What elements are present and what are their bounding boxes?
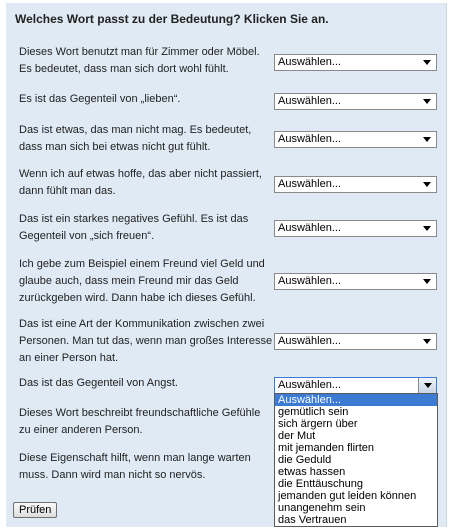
answer-select-2[interactable] — [274, 93, 437, 110]
answer-select-1[interactable] — [274, 54, 437, 71]
select-value: Auswählen... — [278, 275, 341, 287]
question-1-text: Dieses Wort benutzt man für Zimmer oder Möbel. Es bedeutet, dass man sich dort wohl fühlt. — [19, 46, 260, 75]
chevron-down-icon — [423, 226, 431, 231]
dropdown-option[interactable]: sich ärgern über — [278, 418, 358, 430]
select-value: Auswählen... — [278, 95, 341, 107]
answer-select-5[interactable] — [274, 220, 437, 237]
dropdown-option[interactable]: das Vertrauen — [278, 514, 347, 526]
question-7-text: Das ist eine Art der Kommunikation zwischen zwei Personen. Man tut das, wenn man großes Interesse an einer Person hat. — [19, 318, 273, 364]
check-button[interactable]: Prüfen — [13, 502, 57, 518]
dropdown-option[interactable]: die Geduld — [278, 454, 332, 466]
dropdown-button[interactable] — [418, 378, 436, 393]
question-3-text: Das ist etwas, das man nicht mag. Es bedeutet, dass man sich bei etwas nicht gut fühlt. — [19, 124, 252, 153]
answer-select-3[interactable] — [274, 131, 437, 148]
chevron-down-icon — [423, 279, 431, 284]
question-5-text: Das ist ein starkes negatives Gefühl. Es ist das Gegenteil von „sich freuen“. — [19, 213, 249, 242]
question-6-text: Ich gebe zum Beispiel einem Freund viel Geld und glaube auch, dass mein Freund mir das Geld zurückgeben wird. Dann habe ich dieses Gefühl. — [19, 258, 265, 304]
select-value: Auswählen... — [278, 178, 341, 190]
dropdown-option[interactable]: jemanden gut leiden können — [278, 490, 417, 502]
dropdown-option[interactable]: mit jemanden flirten — [278, 442, 374, 454]
dropdown-option[interactable]: die Enttäuschung — [278, 478, 364, 490]
answer-select-4[interactable] — [274, 176, 437, 193]
answer-select-6[interactable] — [274, 273, 437, 290]
question-10-text: Diese Eigenschaft hilft, wenn man lange warten muss. Dann wird man nicht so nervös. — [19, 452, 251, 481]
dropdown-option[interactable]: der Mut — [278, 430, 316, 442]
question-8-text: Das ist das Gegenteil von Angst. — [19, 377, 178, 389]
answer-select-8-open[interactable] — [274, 377, 437, 394]
dropdown-option[interactable]: unangenehm sein — [278, 502, 366, 514]
dropdown-option[interactable]: Auswählen... — [275, 394, 437, 406]
dropdown-option[interactable]: etwas hassen — [278, 466, 346, 478]
chevron-down-icon — [423, 182, 431, 187]
select-value: Auswählen... — [278, 379, 341, 391]
question-9-text: Dieses Wort beschreibt freundschaftliche Gefühle zu einer anderen Person. — [19, 407, 261, 436]
dropdown-list[interactable] — [274, 393, 438, 527]
select-value: Auswählen... — [278, 56, 341, 68]
chevron-down-icon — [424, 383, 432, 388]
select-value: Auswählen... — [278, 133, 341, 145]
exercise-heading: Welches Wort passt zu der Bedeutung? Klicken Sie an. — [15, 12, 329, 26]
exercise-panel — [6, 3, 447, 527]
chevron-down-icon — [423, 60, 431, 65]
chevron-down-icon — [423, 137, 431, 142]
chevron-down-icon — [423, 339, 431, 344]
dropdown-option[interactable]: gemütlich sein — [278, 406, 349, 418]
question-2-text: Es ist das Gegenteil von „lieben“. — [19, 93, 181, 105]
chevron-down-icon — [423, 99, 431, 104]
answer-select-7[interactable] — [274, 333, 437, 350]
select-value: Auswählen... — [278, 335, 341, 347]
select-value: Auswählen... — [278, 222, 341, 234]
question-4-text: Wenn ich auf etwas hoffe, das aber nicht passiert, dann fühlt man das. — [19, 168, 262, 197]
